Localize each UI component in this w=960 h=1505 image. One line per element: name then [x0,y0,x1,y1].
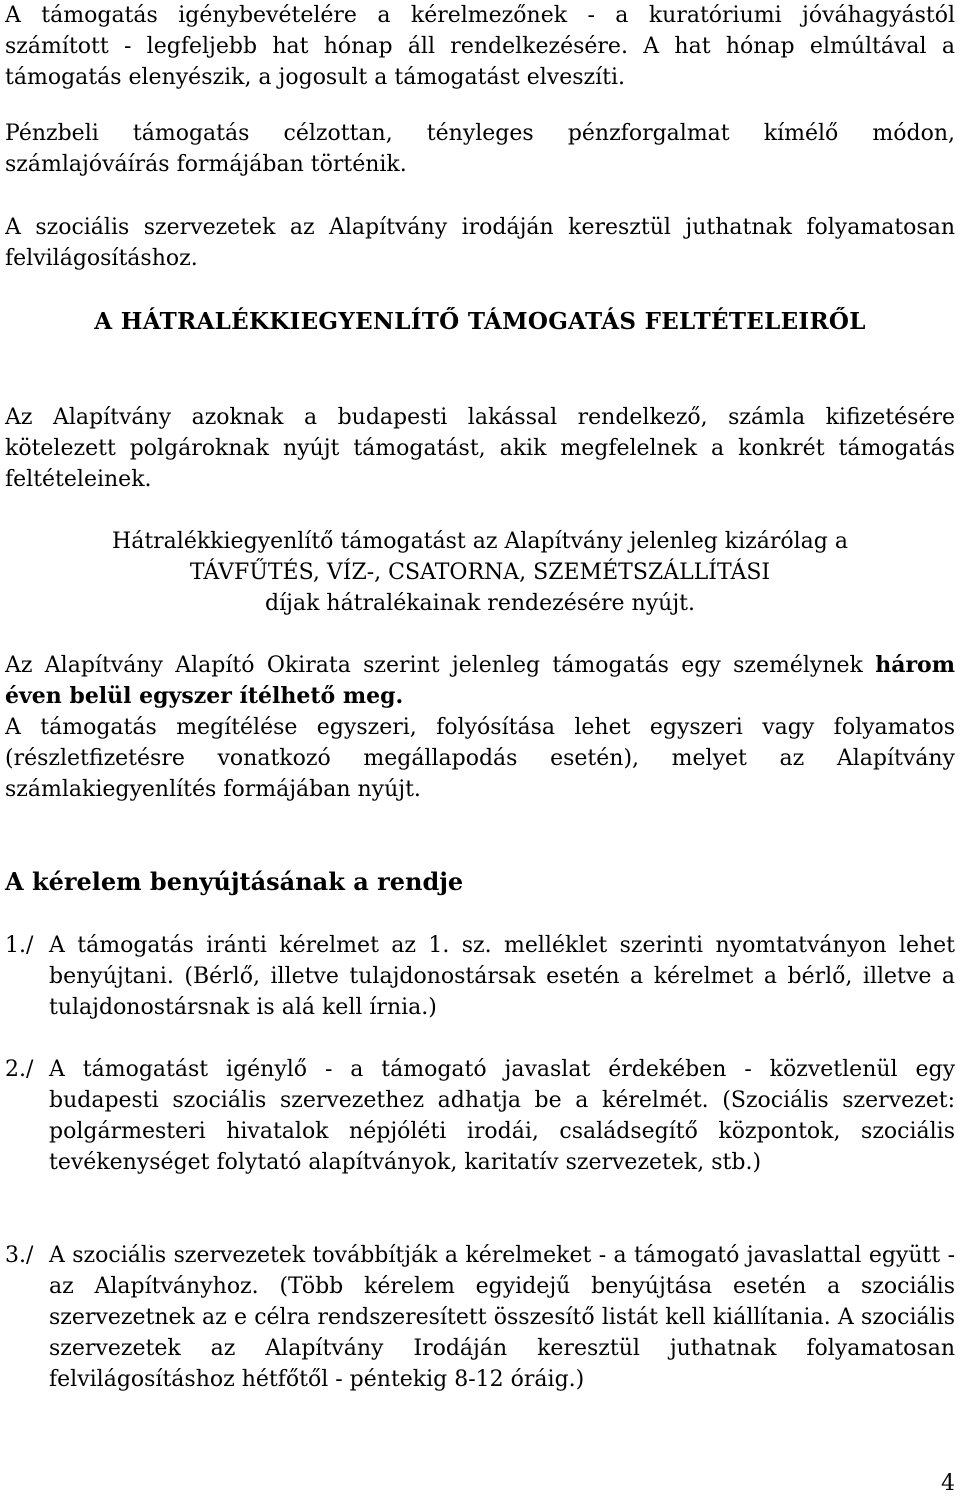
list-item [5,930,955,1023]
covered-fees-line-2: TÁVFŰTÉS, VÍZ-, CSATORNA, SZEMÉTSZÁLLÍTÁSI [189,560,771,585]
frequency-bold-text: három éven belül egyszer ítélhető meg. [5,652,956,709]
list-item-text: A támogatást igénylő - a támogató javaslat érdekében - közvetlenül egy budapesti szociális szervezethez adhatja be a kérelmét. (Szociális szervezet: polgármesteri hivatalok népjóléti irodái, családsegítő központok, szociális tevékenységet folytató alapítványok, karitatív szervezetek, stb.) [49,1057,955,1175]
list-item-text: A támogatás iránti kérelmet az 1. sz. melléklet szerinti nyomtatványon lehet benyújtani. (Bérlő, illetve tulajdonostársak esetén a kérelmet a bérlő, illetve a tulajdonostársnak is alá kell írnia.) [49,933,955,1020]
page-number: 4 [941,1471,955,1496]
paragraph-covered-fees [5,526,955,619]
paragraph-support-deadline: A támogatás igénybevételére a kérelmezőnek - a kuratóriumi jóváhagyástól számított - legfeljebb hat hónap áll rendelkezésére. A hat hónap elmúltával a támogatás elenyészik, a jogosult a támogatást elveszíti. [5,3,955,90]
covered-fees-line-1: Hátralékkiegyenlítő támogatást az Alapítvány jelenleg kizárólag a [112,529,848,554]
section-heading-application-procedure: A kérelem benyújtásának a rendje [5,867,464,896]
list-item [5,1054,955,1178]
paragraph-payment-method: Pénzbeli támogatás célzottan, tényleges pénzforgalmat kímélő módon, számlajóváírás formájában történik. [5,121,955,177]
section-heading-conditions: A HÁTRALÉKKIEGYENLÍTŐ TÁMOGATÁS FELTÉTELEIRŐL [94,308,866,335]
list-item-number: 1./ [5,933,34,958]
paragraph-eligibility: Az Alapítvány azoknak a budapesti lakással rendelkező, számla kifizetésére kötelezett polgároknak nyújt támogatást, akik megfelelnek a konkrét támogatás feltételeinek. [5,405,955,492]
list-item [5,1240,955,1395]
list-item-number: 3./ [5,1243,34,1268]
paragraph-social-organizations-info: A szociális szervezetek az Alapítvány irodáján keresztül juthatnak folyamatosan felvilágosításhoz. [5,215,955,271]
frequency-text: Az Alapítvány Alapító Okirata szerint jelenleg támogatás egy személynek [5,653,863,678]
covered-fees-line-3: díjak hátralékainak rendezésére nyújt. [265,591,695,616]
list-item-number: 2./ [5,1057,34,1082]
paragraph-one-time-support: A támogatás megítélése egyszeri, folyósítása lehet egyszeri vagy folyamatos (részletfizetésre vonatkozó megállapodás esetén), melyet az Alapítvány számlakiegyenlítés formájában nyújt. [5,715,955,802]
list-item-text: A szociális szervezetek továbbítják a kérelmeket - a támogató javaslattal együtt - az Alapítványhoz. (Több kérelem egyidejű benyújtása esetén a szociális szervezetnek az e célra rendszeresített összesítő listát kell kiállítania. A szociális szervezetek az Alapítvány Irodáján keresztül juthatnak folyamatosan felvilágosításhoz hétfőtől - péntekig 8-12 óráig.) [49,1243,955,1392]
paragraph-frequency [5,650,955,712]
